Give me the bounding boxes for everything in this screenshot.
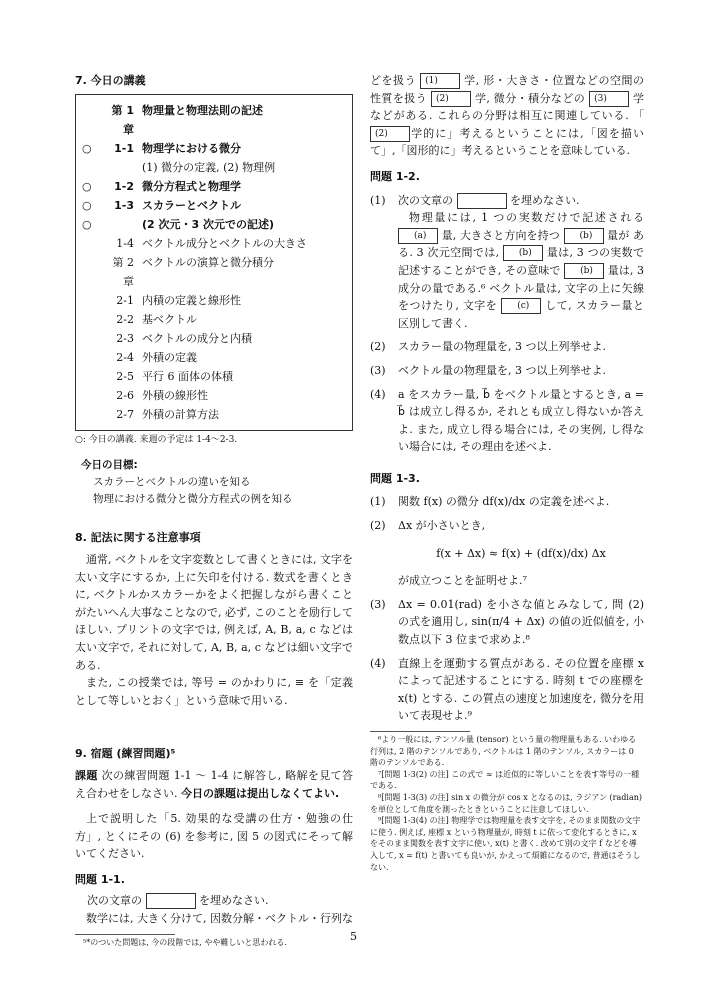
q12-1-num: (1) — [370, 193, 386, 207]
q13-1: (1) 関数 f(x) の微分 df(x)/dx の定義を述べよ. — [370, 495, 610, 509]
task-bold: 今日の課題は提出しなくてよい. — [181, 786, 340, 800]
goal-item: スカラーとベクトルの違いを知る — [93, 475, 251, 488]
blank-2b: (2) — [370, 126, 410, 142]
toc-number: 2-2 — [116, 312, 134, 326]
toc-title: ベクトルの成分と内積 — [142, 331, 252, 345]
q12-4: (4) a をスカラー量, b⃗ をベクトル量とするとき, a = b⃗ は成立し得るか, それとも成立し得ないか答えよ. また, 成立し得る場合には, その実例, し得ない場合には, その理由を述べよ. — [370, 387, 644, 454]
toc-title: スカラーとベクトル — [142, 198, 241, 212]
footnote-rule — [370, 731, 470, 732]
toc-number: 第 2 章 — [112, 255, 134, 288]
section9-heading: 9. 宿題 (練習問題)⁵ — [75, 747, 176, 761]
q12-1: (1) 次の文章の を埋めなさい. 物理量には, 1 つの実数だけで記述される (a) 量, 大きさと方向を持つ (b) 量が ある. 3 次元空間では, (b) 量は, 3 つの実数で記述することができ, その意味で (b) 量は, 3 成分の量である.⁶ ベクトル量は, 文字の上に矢線をつけたり, 文字を (c) して, スカラー量と区別して書く. — [370, 192, 644, 333]
q11-text: 数学には, 大きく分けて, 因数分解・ベクトル・行列な — [86, 912, 353, 926]
toc-number: 2-1 — [116, 293, 134, 307]
toc-row — [82, 367, 346, 386]
toc-title: 基ベクトル — [142, 312, 197, 326]
formula: f(x + Δx) ≈ f(x) + (df(x)/dx) Δx — [436, 546, 606, 560]
section8-paragraph-1: 通常, ベクトルを文字変数として書くときには, 文字を太い文字にするか, 上に矢印を付ける. 数式を書くときに, ベクトルかスカラーかをよく把握しながら書くことがたいへん大事なことなので, 必ず, このことを励行してほしい. プリントの文字では, 例えば, A, B, a, c などは太い文字で, それに対して, A, B, a, c などは細い文字である. — [75, 552, 353, 672]
toc-title: 微分方程式と物理学 — [142, 179, 241, 193]
footnote-9: ⁹[問題 1-3(4) の注] 物理学では物理量を表す文字を, そのまま関数の文字に使う. 例えば, 座標 x という物理量が, 時刻 t に依って変化するときに, x をそのまま関数を表す文字に使い, x(t) と書く. 改めて別の文字 f などを導入して, x = f(t) と書いても良いが, かえって煩雑になるので, 普通はそうしない. — [370, 816, 641, 872]
toc-mark — [82, 253, 104, 291]
blank-b: (b) — [564, 228, 604, 244]
toc-row — [82, 215, 346, 234]
toc-title: ベクトルの演算と微分積分 — [142, 255, 274, 269]
q11-pre: 次の文章の — [87, 894, 142, 908]
toc-mark — [82, 234, 104, 253]
section7-heading: 7. 今日の講義 — [75, 74, 146, 87]
toc-title: 外積の計算方法 — [142, 407, 219, 421]
task-label: 課題 — [75, 768, 98, 782]
section8-paragraph-2: また, この授業では, 等号 = のかわりに, ≡ を「定義として等しいとおく」という意味で用いる. — [75, 676, 353, 707]
toc-title: 外積の定義 — [142, 350, 197, 364]
task-paragraph — [75, 767, 353, 802]
toc-mark — [82, 348, 104, 367]
section9-paragraph: 上で説明した「5. 効果的な受講の仕方・勉強の仕方」, とくにその (6) を参考に, 図 5 の図式にそって解いてください. — [75, 812, 353, 861]
goals-title: 今日の目標: — [81, 458, 138, 471]
q12-3: (3) ベクトル量の物理量を, 3 つ以上列挙せよ. — [370, 363, 606, 377]
toc-title: 物理量と物理法則の記述 — [142, 103, 263, 117]
toc-mark — [82, 367, 104, 386]
toc-number: 2-5 — [116, 369, 134, 383]
toc-title: ベクトル成分とベクトルの大きさ — [142, 236, 307, 250]
toc-row — [82, 101, 346, 139]
toc-title: 平行 6 面体の体積 — [142, 369, 233, 383]
toc-row — [82, 196, 346, 215]
toc-mark: ○ — [82, 217, 92, 231]
toc-row — [82, 329, 346, 348]
toc-number: 第 1 章 — [111, 103, 134, 136]
toc-row — [82, 234, 346, 253]
blank-b: (b) — [503, 245, 543, 261]
q13-heading: 問題 1-3. — [370, 471, 420, 485]
toc-title: 物理学における微分 — [142, 141, 241, 155]
toc-row — [82, 177, 346, 196]
q11-instruction — [87, 892, 353, 910]
blank-b: (b) — [564, 263, 604, 279]
toc-row — [82, 405, 346, 424]
task-text: 次の練習問題 1-1 〜 1-4 に解答し, 略解を見て答え合わせをしなさい. — [75, 768, 354, 800]
toc-number — [104, 158, 142, 177]
toc-number: 1-3 — [114, 198, 134, 212]
toc-mark — [82, 101, 104, 139]
toc-row — [82, 158, 346, 177]
toc-number: 2-7 — [116, 407, 134, 421]
blank-1: (1) — [420, 73, 460, 89]
blank-a: (a) — [398, 228, 438, 244]
toc-mark: ○ — [82, 198, 92, 212]
toc-mark — [82, 158, 104, 177]
toc-row — [82, 253, 346, 291]
q11-post: を埋めなさい. — [199, 894, 269, 908]
toc-mark — [82, 405, 104, 424]
footnote-7: ⁷[問題 1-3(2) の注] この式で ≈ は近似的に等しいことを表す等号の一種である. — [370, 769, 640, 791]
footnote-6: ⁶より一般には, テンソル量 (tensor) という量の物理量もある. いわゆる行列は, 2 階のテンソルであり, ベクトルは 1 階のテンソル, スカラーは 0 階のテンソルである. — [370, 735, 637, 768]
toc-row — [82, 310, 346, 329]
toc-mark — [82, 291, 104, 310]
toc-title: 内積の定義と線形性 — [142, 293, 241, 307]
q12-1-body: 物理量には, 1 つの実数だけで記述される (a) 量, 大きさと方向を持つ (b) 量が ある. 3 次元空間では, (b) 量は, 3 つの実数で記述することができ, その意味で (b) 量は, 3 成分の量である.⁶ ベクトル量は, 文字の上に矢線をつけたり, 文字を (c) して, スカラー量と区別して書く. — [398, 211, 645, 330]
toc-note: ○: 今日の講義. 来週の予定は 1-4〜2-3. — [75, 434, 238, 445]
toc-row — [82, 386, 346, 405]
footnote-5: ⁵*のついた問題は, 今の段階では, やや難しいと思われる. — [83, 937, 287, 947]
toc-number: 2-3 — [116, 331, 134, 345]
blank-3: (3) — [589, 91, 629, 107]
toc-mark: ○ — [82, 179, 92, 193]
q13-2: (2) Δx が小さいとき, f(x + Δx) ≈ f(x) + (df(x)/dx) Δx が成立つことを証明せよ.⁷ — [370, 517, 644, 590]
toc-title: (1) 微分の定義, (2) 物理例 — [142, 160, 276, 174]
right-column — [370, 72, 644, 873]
toc-title: (2 次元・3 次元での記述) — [142, 217, 275, 231]
q13-4: (4) 直線上を運動する質点がある. その位置を座標 x によって記述することにする. 時刻 t での座標を x(t) とする. この質点の速度と加速度を, 微分を用いて表現せよ.⁹ — [370, 656, 644, 723]
q12-2: (2) スカラー量の物理量を, 3 つ以上列挙せよ. — [370, 340, 606, 354]
blank-c: (c) — [501, 298, 541, 314]
toc-row — [82, 139, 346, 158]
toc-row — [82, 291, 346, 310]
toc-number — [104, 215, 142, 234]
toc-mark — [82, 386, 104, 405]
toc-number: 2-4 — [116, 350, 134, 364]
toc-mark — [82, 329, 104, 348]
toc-title: 外積の線形性 — [142, 388, 208, 402]
toc-box — [75, 94, 353, 431]
q13-3: (3) Δx = 0.01(rad) を小さな値とみなして, 問 (2) の式を適用し, sin(π/4 + Δx) の値の近似値を, 小数点以下 3 位まで求めよ.⁸ — [370, 597, 644, 647]
toc-mark: ○ — [82, 141, 92, 155]
left-column — [75, 72, 353, 948]
toc-number: 1-2 — [114, 179, 134, 193]
toc-mark — [82, 310, 104, 329]
footnote-8: ⁸[問題 1-3(3) の注] sin x の微分が cos x となるのは, ラジアン (radian) を単位として角度を測ったときということに注意してほしい. — [370, 792, 642, 814]
goal-item: 物理における微分と微分方程式の例を知る — [93, 492, 293, 505]
section8-heading: 8. 記法に関する注意事項 — [75, 531, 201, 545]
toc-number: 2-6 — [116, 388, 134, 402]
answer-blank — [146, 893, 196, 909]
q11-heading: 問題 1-1. — [75, 872, 125, 886]
q12-heading: 問題 1-2. — [370, 169, 420, 183]
footnote-rule — [75, 934, 175, 935]
toc-number: 1-4 — [116, 236, 134, 250]
toc-row — [82, 348, 346, 367]
toc-number: 1-1 — [114, 141, 134, 155]
q11-continued: どを扱う (1) 学, 形・大きさ・位置などの空間の 性質を扱う (2) 学, 微分・積分などの (3) 学などがある. これらの分野は相互に関連している. 「(2) 学的に」考えるということには,「図を描いて」,「図形的に」考えるということを意味している. — [370, 74, 645, 158]
answer-blank — [457, 193, 507, 209]
page-number: 5 — [350, 930, 357, 943]
blank-2: (2) — [431, 91, 471, 107]
